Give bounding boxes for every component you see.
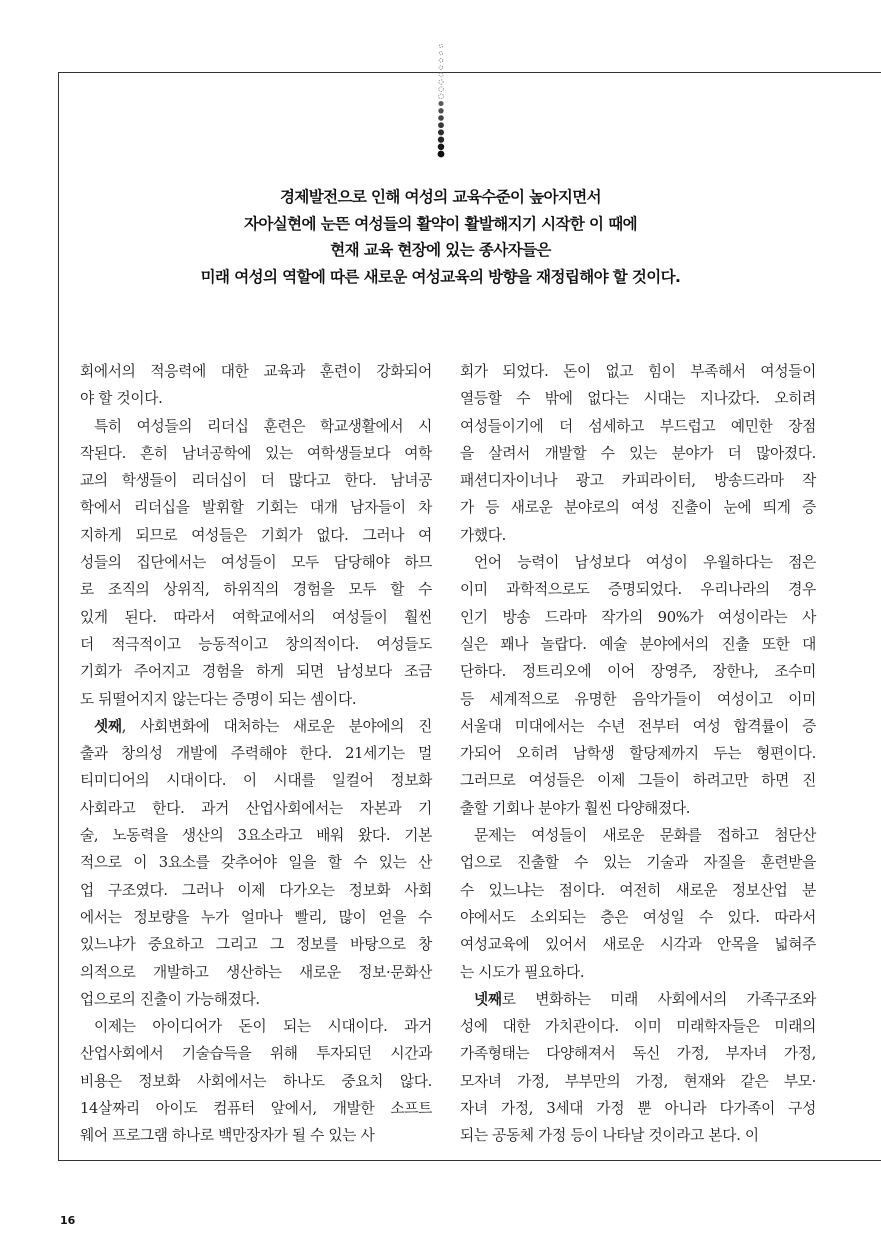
body-text-line: 웨어 프로그램 하나로 백만장자가 될 수 있는 사 xyxy=(80,1127,375,1145)
body-text-line: 모자녀 가정, 부부만의 가정, 현재와 같은 부모· xyxy=(460,1072,816,1090)
body-text-line: 출과 창의성 개발에 주력해야 한다. 21세기는 멀 xyxy=(80,745,432,763)
chain-bead xyxy=(438,136,444,142)
body-text-line: 성에 대한 가치관이다. 이미 미래학자들은 미래의 xyxy=(460,1018,816,1036)
body-text-line: 넷째로 변화하는 미래 사회에서의 가족구조와 xyxy=(474,990,816,1008)
body-text-line: 적으로 이 3요소를 갖추어야 일을 할 수 있는 산 xyxy=(80,854,432,872)
body-text-line: 되는 공동체 가정 등이 나타날 것이라고 본다. 이 xyxy=(460,1127,759,1145)
body-text-line: 비용은 정보화 사회에서는 하나도 중요치 않다. xyxy=(80,1072,432,1090)
body-text-line: 야 할 것이다. xyxy=(80,390,163,408)
body-text-line: 야에서도 소외되는 층은 여성일 수 있다. 따라서 xyxy=(460,908,816,926)
section-lead-word: 넷째 xyxy=(474,990,502,1008)
intro-line: 경제발전으로 인해 여성의 교육수준이 높아지면서 xyxy=(279,188,602,206)
body-text-line: 가 등 새로운 분야로의 여성 진출이 눈에 띄게 증 xyxy=(460,499,816,517)
body-text-line: 등 세계적으로 유명한 음악가들이 여성이고 이미 xyxy=(460,690,816,708)
intro-line: 현재 교육 현장에 있는 종사자들은 xyxy=(330,241,551,259)
chain-bead xyxy=(438,151,445,158)
body-text-line: 실은 꽤나 놀랍다. 예술 분야에서의 진출 또한 대 xyxy=(460,635,816,653)
page-frame-bottom-rule xyxy=(58,1160,881,1161)
body-text-line: 산업사회에서 기술습득을 위해 투자되던 시간과 xyxy=(80,1045,432,1063)
left-text-column xyxy=(80,358,432,1150)
body-text-line: 가되어 오히려 남학생 할당제까지 두는 형편이다. xyxy=(460,745,816,763)
body-text-line: 있느냐가 중요하고 그리고 그 정보를 바탕으로 창 xyxy=(80,936,432,954)
body-text-line: 인기 방송 드라마 작가의 90%가 여성이라는 사 xyxy=(460,608,816,626)
chain-bead xyxy=(439,80,443,84)
body-text-line: 패션디자이너나 광고 카피라이터, 방송드라마 작 xyxy=(460,472,816,490)
section-lead-word: 셋째 xyxy=(94,717,122,735)
body-text-line: 술, 노동력을 생산의 3요소라고 배워 왔다. 기본 xyxy=(80,827,432,845)
intro-line: 자아실현에 눈뜬 여성들의 활약이 활발해지기 시작한 이 때에 xyxy=(244,214,637,233)
body-text-line: 14살짜리 아이도 컴퓨터 앞에서, 개발한 소프트 xyxy=(80,1100,432,1118)
body-text-line: 을 살려서 개발할 수 있는 분야가 더 많아졌다. xyxy=(460,444,816,462)
chain-bead xyxy=(439,87,444,92)
body-text-line: 특히 여성들의 리더십 훈련은 학교생활에서 시 xyxy=(94,417,432,435)
body-text-line: 업으로 진출할 수 있는 기술과 자질을 훈련받을 xyxy=(460,854,816,872)
body-text-line: 의적으로 개발하고 생산하는 새로운 정보·문화산 xyxy=(80,963,432,981)
chain-bead xyxy=(438,108,443,113)
body-text-line: 더 적극적이고 능동적이고 창의적이다. 여성들도 xyxy=(80,635,432,653)
body-text-line: 그러므로 여성들은 이제 그들이 하려고만 하면 진 xyxy=(460,772,816,790)
chain-bead xyxy=(438,144,445,151)
body-text-line: 회가 되었다. 돈이 없고 힘이 부족해서 여성들이 xyxy=(460,363,816,380)
page-number: 16 xyxy=(60,1214,76,1227)
body-text-line: 이제는 아이디어가 돈이 되는 시대이다. 과거 xyxy=(94,1018,432,1036)
body-text-line: 학에서 리더십을 발휘할 기회는 대개 남자들이 차 xyxy=(80,499,432,517)
body-text-line: 교의 학생들이 리더십이 더 많다고 한다. 남녀공 xyxy=(80,472,432,490)
body-text-line: 있게 된다. 따라서 여학교에서의 여성들이 훨씬 xyxy=(80,608,432,626)
body-text-line: 여성교육에 있어서 새로운 시각과 안목을 넓혀주 xyxy=(460,936,816,954)
page-frame-left-rule xyxy=(58,72,59,1160)
body-text-line: 출할 기회나 분야가 훨씬 다양해졌다. xyxy=(460,799,691,817)
body-text-line: 문제는 여성들이 새로운 문화를 접하고 첨단산 xyxy=(474,827,816,845)
intro-line: 미래 여성의 역할에 따른 새로운 여성교육의 방향을 재정립해야 할 것이다. xyxy=(200,267,681,286)
page-frame-top-rule xyxy=(58,72,881,73)
chain-bead xyxy=(438,101,443,106)
body-text-line: 셋째, 사회변화에 대처하는 새로운 분야에의 진 xyxy=(94,717,432,735)
chain-bead xyxy=(439,59,443,63)
body-text-line: 도 뒤떨어지지 않는다는 증명이 되는 셈이다. xyxy=(80,690,357,708)
body-text-line: 열등할 수 밖에 없다는 시대는 지나갔다. 오히려 xyxy=(460,390,816,408)
chain-bead xyxy=(439,73,443,77)
body-text-line: 에서는 정보량을 누가 얼마나 빨리, 많이 얻을 수 xyxy=(80,908,432,926)
body-text-line: 는 시도가 필요하다. xyxy=(460,963,585,981)
chain-bead xyxy=(439,51,442,54)
body-text-line: 지하게 되므로 여성들은 기회가 없다. 그러나 여 xyxy=(80,526,432,544)
body-text-line: 사회라고 한다. 과거 산업사회에서는 자본과 기 xyxy=(80,799,432,817)
chain-bead xyxy=(439,44,442,47)
body-text-line: 티미디어의 시대이다. 이 시대를 일컬어 정보화 xyxy=(80,772,432,790)
chain-bead xyxy=(438,115,444,121)
body-text-line: 업 구조였다. 그러나 이제 다가오는 정보화 사회 xyxy=(80,881,432,899)
body-text-line: 가했다. xyxy=(460,526,507,544)
body-text-line: 가족형태는 다양해져서 독신 가정, 부자녀 가정, xyxy=(460,1045,816,1063)
body-text-line: 성들의 집단에서는 여성들이 모두 담당해야 하므 xyxy=(80,554,432,572)
body-text-line: 작된다. 흔히 남녀공학에 있는 여학생들보다 여학 xyxy=(80,444,432,462)
body-text-line: 업으로의 진출이 가능해졌다. xyxy=(80,990,260,1008)
body-text-line: 자녀 가정, 3세대 가정 뿐 아니라 다가족이 구성 xyxy=(460,1100,816,1118)
right-text-column xyxy=(460,358,816,1150)
body-text-line: 기회가 주어지고 경험을 하게 되면 남성보다 조금 xyxy=(80,663,432,681)
body-text-line: 이미 과학적으로도 증명되었다. 우리나라의 경우 xyxy=(460,581,816,599)
body-text-line: 수 있느냐는 점이다. 여전히 새로운 정보산업 분 xyxy=(460,881,816,899)
chain-bead xyxy=(439,66,443,70)
body-text-line: 로 조직의 상위직, 하위직의 경험을 모두 할 수 xyxy=(80,581,432,599)
chain-bead xyxy=(438,129,444,135)
chain-bead xyxy=(439,94,444,99)
bead-chain-ornament xyxy=(433,40,449,165)
body-text-line: 단하다. 정트리오에 이어 장영주, 장한나, 조수미 xyxy=(460,663,816,681)
body-text-line: 언어 능력이 남성보다 여성이 우월하다는 점은 xyxy=(474,554,816,572)
chain-bead xyxy=(438,122,444,128)
body-text-line: 회에서의 적응력에 대한 교육과 훈련이 강화되어 xyxy=(80,363,432,380)
intro-summary xyxy=(60,184,821,290)
body-text-line: 여성들이기에 더 섬세하고 부드럽고 예민한 장점 xyxy=(460,417,816,435)
body-text-line: 서울대 미대에서는 수년 전부터 여성 합격률이 증 xyxy=(460,717,816,735)
